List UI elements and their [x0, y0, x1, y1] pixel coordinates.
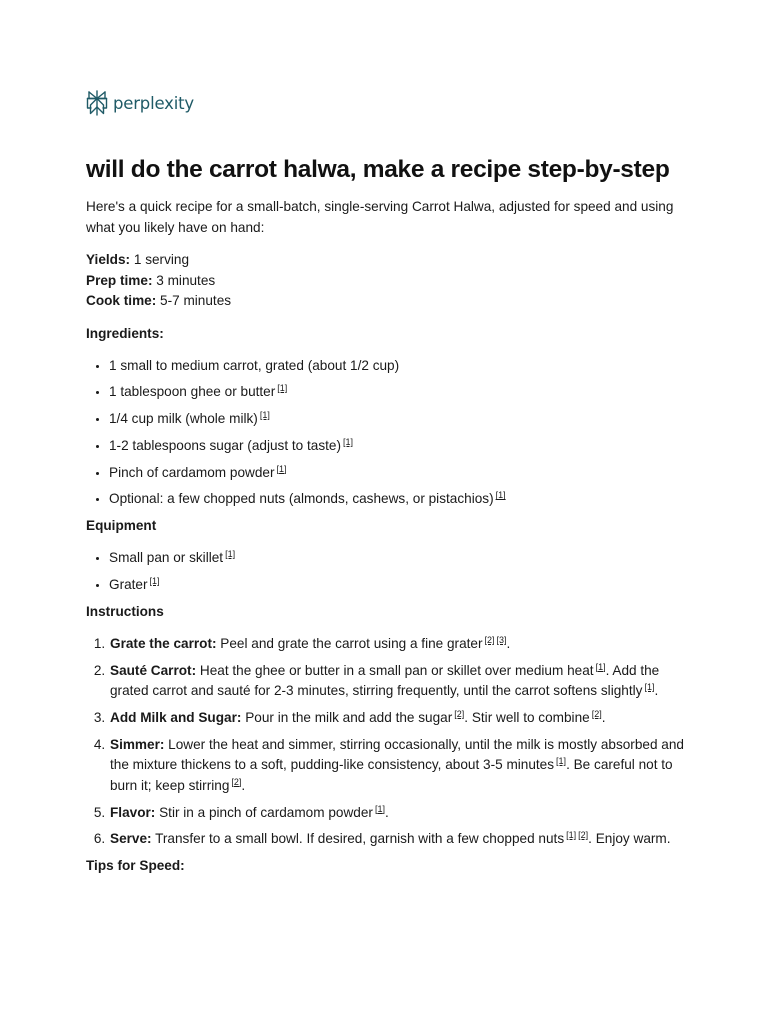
list-item-text: Small pan or skillet — [109, 550, 224, 566]
instruction-step — [109, 661, 686, 702]
citation-link[interactable]: [1] — [566, 830, 577, 841]
step-text: . Enjoy warm. — [588, 831, 671, 847]
intro-paragraph: Here's a quick recipe for a small-batch, single-serving Carrot Halwa, adjusted for speed and using what you likely have on hand: — [86, 199, 674, 235]
list-item-text: Pinch of cardamom powder — [109, 464, 275, 480]
list-item-text: Grater — [109, 577, 148, 593]
step-text: Pour in the milk and add the sugar — [241, 709, 453, 725]
citation-link[interactable]: [1] — [374, 803, 385, 814]
citation-link[interactable]: [2] — [231, 776, 242, 787]
step-text: Stir in a pinch of cardamom powder — [155, 804, 373, 820]
step-text: . — [506, 635, 511, 651]
brand-name: perplexity — [113, 93, 194, 113]
instruction-step — [109, 735, 686, 797]
list-item-text: 1-2 tablespoons sugar (adjust to taste) — [109, 437, 341, 453]
meta-label: Prep time: — [86, 272, 153, 288]
citation-link[interactable]: [1] — [225, 549, 236, 560]
ingredients-list — [86, 356, 686, 510]
tips-heading: Tips for Speed: — [86, 858, 185, 874]
instructions-heading: Instructions — [86, 603, 164, 619]
instructions-list — [86, 634, 686, 850]
ingredient-item — [109, 463, 686, 484]
list-item-text: Optional: a few chopped nuts (almonds, cashews, or pistachios) — [109, 491, 494, 507]
step-text: Peel and grate the carrot using a fine grater — [216, 635, 483, 651]
citation-link[interactable]: [1] — [595, 661, 606, 672]
equipment-item — [109, 575, 686, 596]
citation-link[interactable]: [2] — [484, 634, 495, 645]
citation-link[interactable]: [1] — [277, 383, 288, 394]
page-title: will do the carrot halwa, make a recipe step-by-step — [86, 156, 670, 183]
step-title: Simmer: — [110, 736, 165, 752]
ingredient-item — [109, 409, 686, 430]
meta-value: 5-7 minutes — [156, 293, 232, 308]
ingredient-item — [109, 436, 686, 457]
citation-link[interactable]: [1] — [259, 410, 270, 421]
citation-link[interactable]: [1] — [342, 436, 353, 447]
step-text: Lower the heat and simmer, stirring occasionally, until the milk is mostly absorbed and the mixture thickens to a soft, pudding-like consistency, about 3-5 minutes — [110, 736, 684, 773]
citation-link[interactable]: [1] — [276, 463, 287, 474]
step-text: . — [601, 709, 606, 725]
step-text: . Add the grated carrot and sauté for 2-3 minutes, stirring frequently, until the carrot softens slightly — [110, 662, 660, 699]
citation-link[interactable]: [1] — [644, 682, 655, 693]
equipment-item — [109, 548, 686, 569]
ingredient-item — [109, 382, 686, 403]
equipment-heading: Equipment — [86, 518, 157, 534]
citation-link[interactable]: [2] — [454, 708, 465, 719]
step-title: Sauté Carrot: — [110, 662, 197, 678]
meta-value: 3 minutes — [152, 272, 216, 288]
ingredient-item — [109, 356, 686, 377]
meta-yields — [86, 250, 686, 271]
meta-label: Cook time: — [86, 293, 157, 308]
instruction-step — [109, 708, 686, 729]
step-text: . — [654, 683, 659, 699]
step-title: Flavor: — [110, 804, 156, 820]
perplexity-logo-icon — [86, 90, 108, 116]
citation-link[interactable]: [1] — [495, 490, 506, 501]
citation-link[interactable]: [1] — [149, 576, 160, 587]
meta-prep-time — [86, 271, 686, 292]
meta-value: 1 serving — [130, 252, 190, 267]
step-text: Heat the ghee or butter in a small pan or skillet over medium heat — [196, 662, 594, 678]
step-text: . — [241, 777, 246, 793]
ingredient-item — [109, 489, 686, 510]
step-title: Serve: — [110, 831, 152, 847]
step-text: Transfer to a small bowl. If desired, garnish with a few chopped nuts — [151, 831, 565, 847]
meta-cook-time — [86, 291, 686, 312]
recipe-meta — [86, 250, 686, 312]
ingredients-heading: Ingredients: — [86, 325, 164, 341]
equipment-list — [86, 548, 686, 595]
list-item-text: 1 small to medium carrot, grated (about 1/2 cup) — [109, 357, 400, 373]
step-text: . Stir well to combine — [464, 709, 590, 725]
step-text: . Be careful not to burn it; keep stirring — [110, 757, 673, 793]
citation-link[interactable]: [3] — [496, 634, 507, 645]
answer-content — [86, 154, 686, 876]
step-text: . — [384, 804, 389, 820]
instruction-step — [109, 803, 686, 824]
citation-link[interactable]: [2] — [578, 830, 589, 841]
step-title: Grate the carrot: — [110, 635, 217, 651]
list-item-text: 1/4 cup milk (whole milk) — [109, 411, 258, 427]
citation-link[interactable]: [1] — [556, 756, 567, 767]
meta-label: Yields: — [86, 252, 131, 267]
brand-header[interactable] — [86, 90, 194, 116]
instruction-step — [109, 634, 686, 655]
step-title: Add Milk and Sugar: — [110, 709, 242, 725]
citation-link[interactable]: [2] — [591, 708, 602, 719]
list-item-text: 1 tablespoon ghee or butter — [109, 384, 276, 400]
instruction-step — [109, 829, 686, 850]
